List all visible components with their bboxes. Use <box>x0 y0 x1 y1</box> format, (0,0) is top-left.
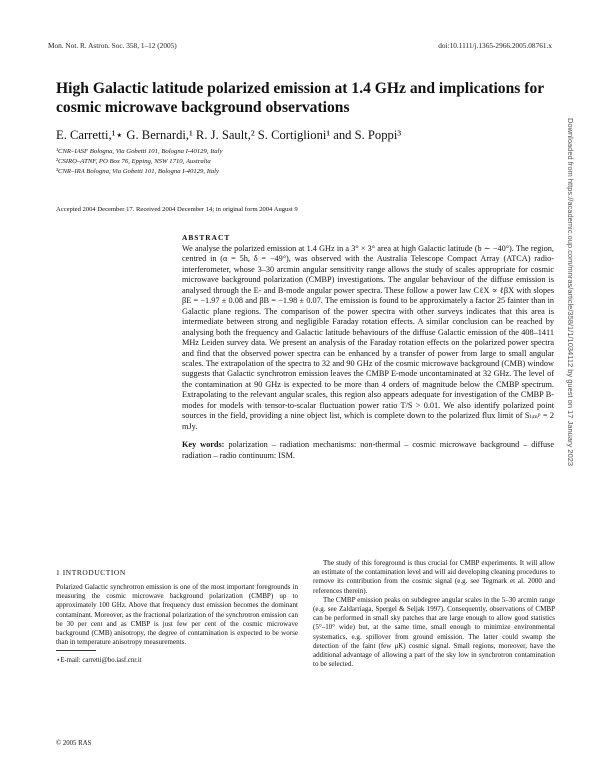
paper-title: High Galactic latitude polarized emission at 1.4 GHz and implications for cosmic microwave background observations <box>56 80 544 116</box>
copyright-notice: © 2005 RAS <box>56 740 92 747</box>
keywords <box>182 440 554 461</box>
intro-paragraph-1: Polarized Galactic synchrotron emission is one of the most important foregrounds in measuring the cosmic microwave background polarization (CMBP) up to approximately 100 GHz. Above that frequency dust emission becomes the dominant contaminant. Moreover, as the fractional polarization of the synchrotron emission can be 30 per cent and as CMBP is just few per cent of the cosmic microwave background (CMB) anisotropy, the degree of contamination is expected to be worse than in temperature anisotropy measurements. <box>56 583 298 647</box>
author-email-footnote: ⋆E-mail: carretti@bo.iasf.cnr.it <box>56 657 142 664</box>
received-dates: Accepted 2004 December 17. Received 2004 December 14; in original form 2004 August 9 <box>56 206 298 213</box>
download-watermark <box>566 118 582 758</box>
abstract-text: We analyse the polarized emission at 1.4 GHz in a 3° × 3° area at high Galactic latitude (b ∼ −40°). The region, centred in (α = 5h, δ = −49°), was observed with the Australia Telescope Compact Array (ATCA) radio-interferometer, whose 3–30 arcmin angular sensitivity range allows the study of scales appropriate for cosmic microwave background polarization (CMBP) investigations. The angular behaviour of the diffuse emission is analysed through the E- and B-mode angular power spectra. These follow a power law CℓX ∝ ℓβX with slopes βE = −1.97 ± 0.08 and βB = −1.98 ± 0.07. The emission is found to be approximately a factor 25 fainter than in Galactic plane regions. The comparison of the power spectra with other surveys indicates that this area is intermediate between strong and negligible Faraday rotation effects. A similar conclusion can be reached by analysing both the frequency and Galactic latitude behaviours of the diffuse Galactic emission of the 408–1411 MHz Leiden survey data. We present an analysis of the Faraday rotation effects on the polarized power spectra and find that the observed power spectra can be enhanced by a transfer of power from large to small angular scales. The extrapolation of the spectra to 32 and 90 GHz of the cosmic microwave background (CMB) window suggests that Galactic synchrotron emission leaves the CMBP E-mode uncontaminated at 32 GHz. The level of the contamination at 90 GHz is expected to be more than 4 orders of magnitude below the CMBP spectrum. Extrapolating to the relevant angular scales, this region also appears adequate for investigation of the CMBP B-modes for models with tensor-to-scalar fluctuation power ratio T/S > 0.01. We also identify polarized point sources in the field, providing a nine object list, which is complete down to the polarized flux limit of Sₗᵢₘᵖ = 2 mJy. <box>182 244 554 431</box>
affiliation-2: ²CSIRO–ATNF, PO Box 76, Epping, NSW 1710, Australia <box>56 158 211 165</box>
footnote-divider <box>56 650 96 651</box>
left-column <box>56 568 298 647</box>
doi-label[interactable]: doi:10.1111/j.1365-2966.2005.08761.x <box>438 41 552 50</box>
abstract-heading: ABSTRACT <box>182 233 231 242</box>
affiliation-3: ³CNR–IRA Bologna, Via Gobetti 101, Bologna I-40129, Italy <box>56 168 219 175</box>
download-watermark-text: Downloaded from https://academic.oup.com/mnras/article/358/1/1/1034112 by guest on 17 January 2023 <box>566 118 575 466</box>
affiliation-1: ¹CNR–IASF Bologna, Via Gobetti 101, Bologna I-40129, Italy <box>56 148 223 155</box>
right-column <box>313 559 555 669</box>
journal-citation: Mon. Not. R. Astron. Soc. 358, 1–12 (2005) <box>48 41 177 50</box>
right-paragraph-1: The study of this foreground is thus crucial for CMBP experiments. It will allow an estimate of the contamination level and will aid developing cleaning procedures to remove its contribution from the cosmic signal (e.g. see Tegmark et al. 2000 and references therein). <box>313 559 555 595</box>
right-paragraph-2: The CMBP emission peaks on subdegree angular scales in the 5–30 arcmin range (e.g. see Zaldarriaga, Spergel & Seljak 1997). Consequently, observations of CMBP can be performed in small sky patches that are large enough to allow good statistics (5°–10° wide) but, at the same time, small enough to minimize environmental systematics, e.g. spillover from ground emission. The latter could swamp the detection of the faint (few μK) cosmic signal. Small regions, moreover, have the additional advantage of allowing a part of the sky low in synchrotron contamination to be selected. <box>313 595 555 669</box>
affiliations <box>56 147 222 177</box>
abstract-section <box>182 233 554 461</box>
author-list: E. Carretti,¹⋆ G. Bernardi,¹ R. J. Sault,² S. Cortiglioni¹ and S. Poppi³ <box>56 128 402 142</box>
keywords-text: polarization – radiation mechanisms: non-thermal – cosmic microwave background – diffuse radiation – radio continuum: ISM. <box>182 440 555 460</box>
keywords-label: Key words: <box>182 440 225 450</box>
section-heading-introduction: 1 INTRODUCTION <box>56 568 126 577</box>
